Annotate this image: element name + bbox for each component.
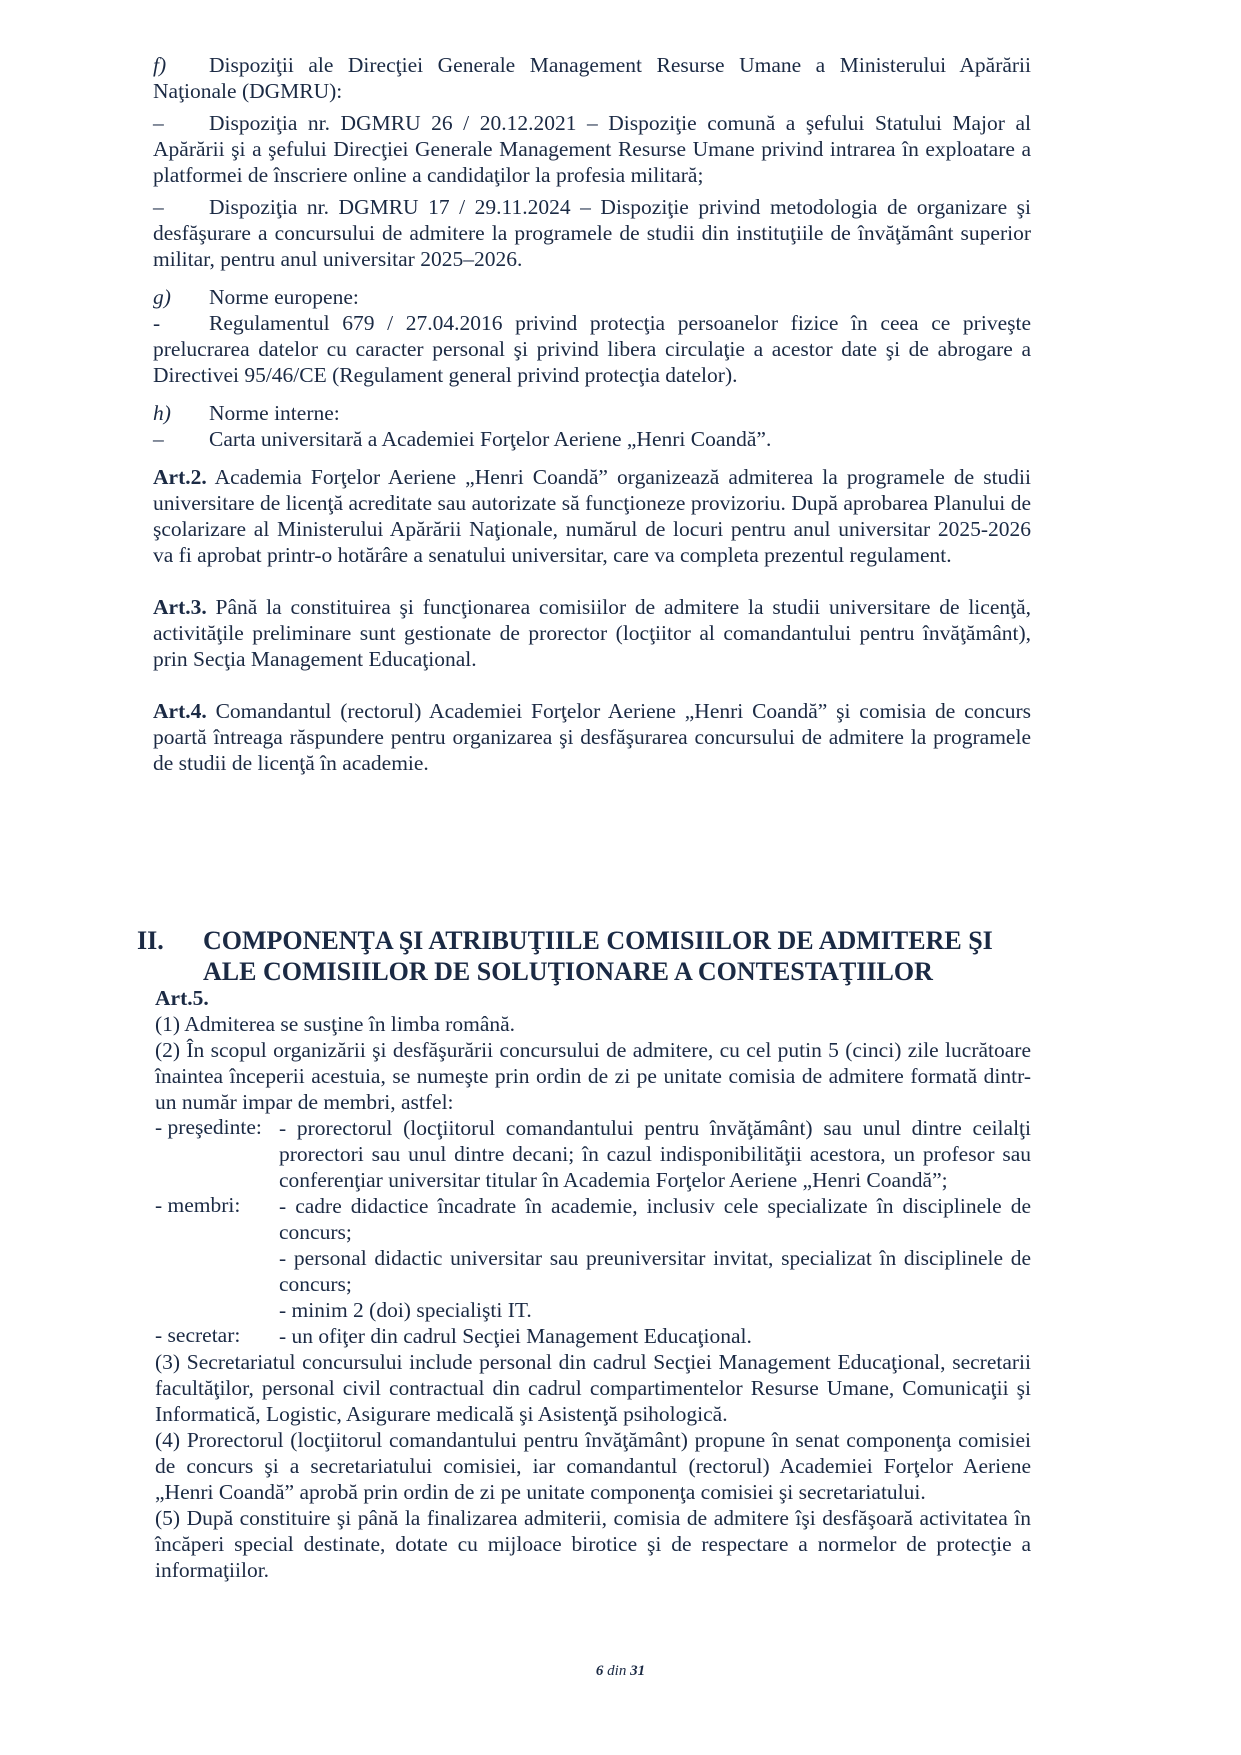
art5-paragraph-1: (1) Admiterea se susţine în limba română.: [155, 1012, 516, 1036]
section-g-heading: g) Norme europene:: [153, 285, 359, 309]
article-3: Art.3. Până la constituirea şi funcţionarea comisiilor de admitere la studii universitare de licenţă, activităţile preliminare sunt gestionate de prorector (locţiitor al comandantului pentru învăţământ), prin Secţia Management Educaţional.: [153, 595, 1031, 671]
role-president: - preşedinte: - prorectorul (locţiitorul comandantului pentru învăţământ) sau unul dintre ceilalţi prorectori sau unul dintre decani; în cazul indisponibilităţii acestora, un profesor sau conferenţiar universitar titular în Academia Forţelor Aeriene „Henri Coandă”;: [155, 1115, 1031, 1192]
art5-paragraph-5: (5) După constituire şi până la finalizarea admiterii, comisia de admitere îşi desfăşoară activitatea în încăperi special destinate, dotate cu mijloace birotice şi de respectare a normelor de protecţie a informaţiilor.: [155, 1506, 1031, 1582]
page-number: 6 din 31: [595, 1663, 646, 1679]
article-5: [155, 985, 1031, 1583]
section-f-item: – Dispoziţia nr. DGMRU 17 / 29.11.2024 – Dispoziţie privind metodologia de organizare şi desfăşurare a concursului de admitere la programele de studii din instituţiile de învăţământ superior militar, pentru anul universitar 2025–2026.: [153, 195, 1031, 271]
role-members: - membri: - cadre didactice încadrate în academie, inclusiv cele specializate în disciplinele de concurs; - personal didactic universitar sau preuniversitar invitat, specializat în disciplinele de concurs; - minim 2 (doi) specialişti IT.: [155, 1193, 1031, 1322]
document-page: [153, 52, 1031, 776]
art5-paragraph-4: (4) Prorectorul (locţiitorul comandantului pentru învăţământ) propune în senat componenţa comisiei de concurs şi a secretariatului comisiei, iar comandantul (rectorul) Academiei Forţelor Aeriene „Henri Coandă” aprobă prin ordin de zi pe unitate componenţa comisiei şi secretariatului.: [155, 1428, 1031, 1504]
section-f-marker: f): [153, 53, 167, 77]
role-secretary: - secretar: - un ofiţer din cadrul Secţiei Management Educaţional.: [155, 1323, 752, 1348]
section-g-item: - Regulamentul 679 / 27.04.2016 privind protecţia persoanelor fizice în ceea ce priveşte prelucrarea datelor cu caracter personal şi privind libera circulaţie a acestor date şi de abrogare a Directivei 95/46/CE (Regulament general privind protecţia datelor).: [153, 311, 1031, 387]
article-5-label: Art.5.: [155, 986, 209, 1010]
chapter-number: II.: [137, 926, 164, 955]
art5-paragraph-2: (2) În scopul organizării şi desfăşurării concursului de admitere, cu cel putin 5 (cinci) zile lucrătoare înaintea începerii acestuia, se numeşte prin ordin de zi pe unitate comisia de admitere formată dintr-un număr impar de membri, astfel:: [155, 1038, 1031, 1114]
section-f-item: – Dispoziţia nr. DGMRU 26 / 20.12.2021 – Dispoziţie comună a şefului Statului Major al Apărării şi a şefului Direcţiei Generale Management Resurse Umane privind intrarea în exploatare a platformei de înscriere online a candidaţilor la profesia militară;: [153, 111, 1031, 187]
art5-paragraph-3: (3) Secretariatul concursului include personal din cadrul Secţiei Management Educaţional, secretarii facultăţilor, personal civil contractual din cadrul compartimentelor Resurse Umane, Comunicaţii şi Informatică, Logistic, Asigurare medicală şi Asistenţă psihologică.: [155, 1350, 1031, 1426]
article-4: Art.4. Comandantul (rectorul) Academiei Forţelor Aeriene „Henri Coandă” şi comisia de concurs poartă întreaga răspundere pentru organizarea şi desfăşurarea concursului de admitere la programele de studii de licenţă în academie.: [153, 699, 1031, 775]
section-f-heading: f) Dispoziţii ale Direcţiei Generale Management Resurse Umane a Ministerului Apărării Naţionale (DGMRU):: [153, 53, 1031, 103]
article-2: Art.2. Academia Forţelor Aeriene „Henri Coandă” organizează admiterea la programele de studii universitare de licenţă acreditate sau autorizate să funcţioneze provizoriu. După aprobarea Planului de şcolarizare al Ministerului Apărării Naţionale, numărul de locuri pentru anul universitar 2025-2026 va fi aprobat printr-o hotărâre a senatului universitar, care va completa prezentul regulament.: [153, 465, 1031, 567]
section-h-item: – Carta universitară a Academiei Forţelor Aeriene „Henri Coandă”.: [153, 427, 772, 451]
chapter-heading: II. COMPONENŢA ŞI ATRIBUŢIILE COMISIILOR DE ADMITERE ŞI ALE COMISIILOR DE SOLUŢIONARE A CONTESTAŢIILOR: [137, 926, 993, 986]
section-h-heading: h) Norme interne:: [153, 401, 340, 425]
